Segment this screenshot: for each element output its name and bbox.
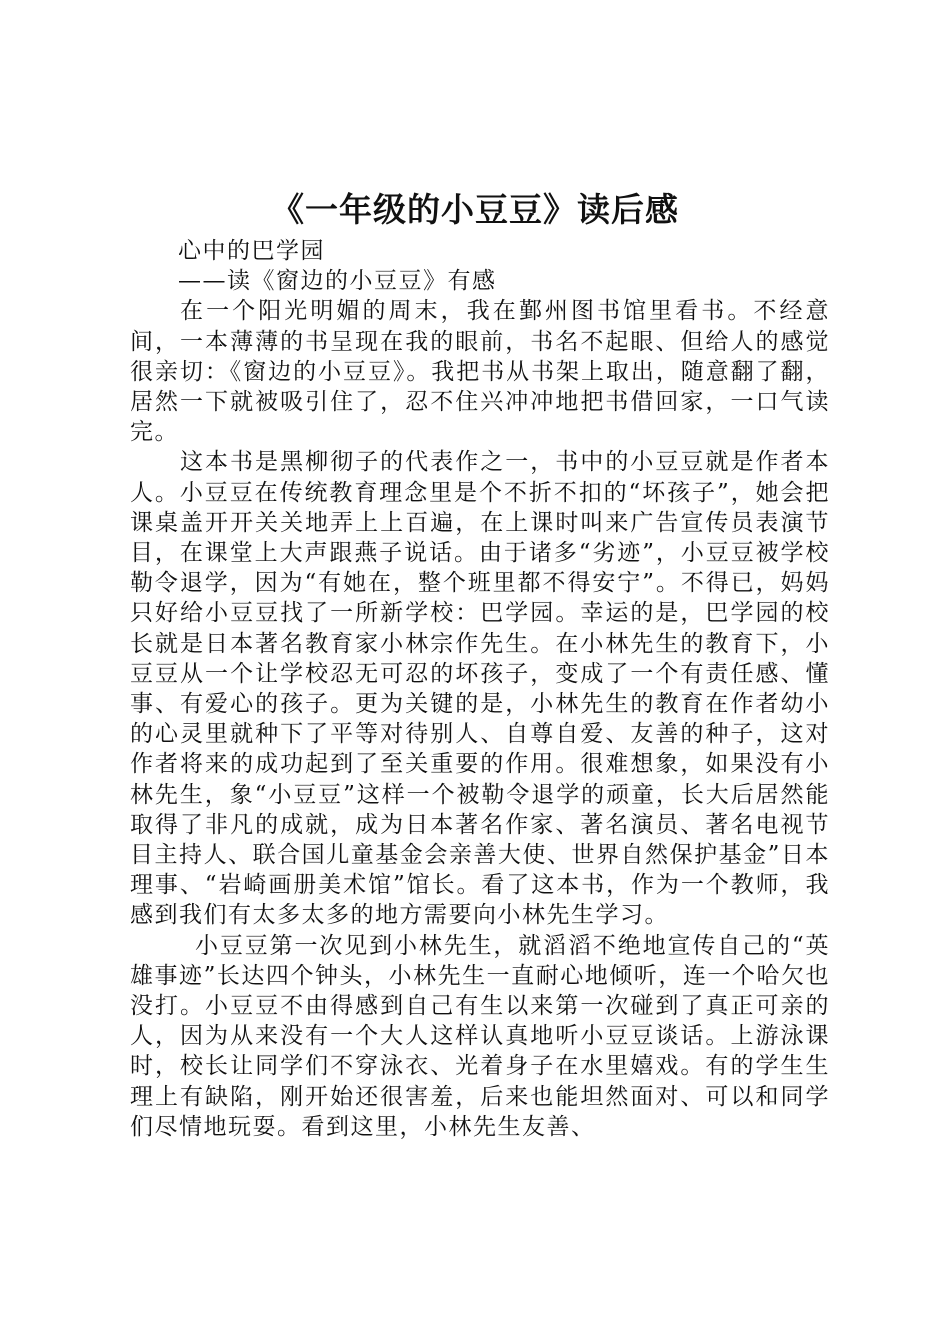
subtitle-line: ——读《窗边的小豆豆》有感	[178, 268, 497, 295]
subtitle-line: 心中的巴学园	[178, 238, 325, 264]
paragraph: 这本书是黑柳彻子的代表作之一，书中的小豆豆就是作者本人。小豆豆在传统教育理念里是个不折不扣的“坏孩子”，她会把课桌盖开开关关地弄上上百遍，在上课时叫来广告宣传员表演节目，在课堂上大声跟燕子说话。由于诸多“劣迹”，小豆豆被学校勒令退学，因为“有她在，整个班里都不得安宁”。不得已，妈妈只好给小豆豆找了一所新学校：巴学园。幸运的是，巴学园的校长就是日本著名教育家小林宗作先生。在小林先生的教育下，小豆豆从一个让学校忍无可忍的坏孩子，变成了一个有责任感、懂事、有爱心的孩子。更为关键的是，小林先生的教育在作者幼小的心灵里就种下了平等对待别人、自尊自爱、友善的种子，这对作者将来的成功起到了至关重要的作用。很难想象，如果没有小林先生，象“小豆豆”这样一个被勒令退学的顽童，长大后居然能取得了非凡的成就，成为日本著名作家、著名演员、著名电视节目主持人、联合国儿童基金会亲善大使、世界自然保护基金”日本理事、“岩崎画册美术馆”馆长。看了这本书，作为一个教师，我感到我们有太多太多的地方需要向小林先生学习。	[130, 449, 830, 929]
paragraph: 在一个阳光明媚的周末，我在鄞州图书馆里看书。不经意间，一本薄薄的书呈现在我的眼前，书名不起眼、但给人的感觉很亲切：《窗边的小豆豆》。我把书从书架上取出，随意翻了翻，居然一下就被吸引住了，忍不住兴冲冲地把书借回家，一口气读完。	[130, 298, 830, 446]
paragraph: 小豆豆第一次见到小林先生，就滔滔不绝地宣传自己的“英雄事迹”长达四个钟头，小林先生一直耐心地倾听，连一个哈欠也没打。小豆豆不由得感到自己有生以来第一次碰到了真正可亲的人，因为从来没有一个大人这样认真地听小豆豆谈话。上游泳课时，校长让同学们不穿泳衣、光着身子在水里嬉戏。有的学生生理上有缺陷，刚开始还很害羞，后来也能坦然面对、可以和同学们尽情地玩耍。看到这里，小林先生友善、	[130, 932, 830, 1140]
document-body	[130, 236, 830, 1142]
document-title: 《一年级的小豆豆》读后感	[271, 190, 679, 229]
